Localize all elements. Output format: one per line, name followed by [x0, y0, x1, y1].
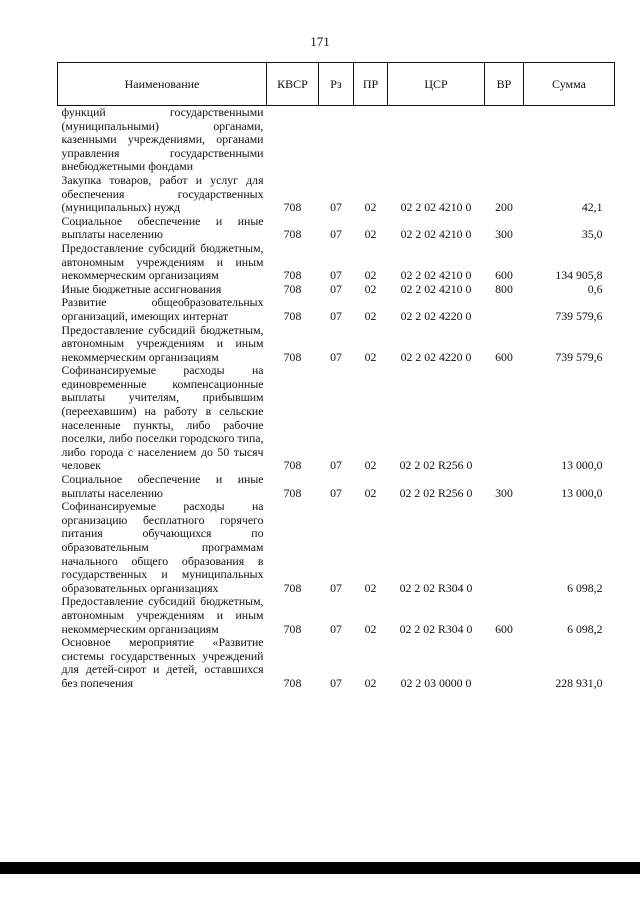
row-name: Социальное обеспечение и иные выплаты населению	[61, 213, 264, 242]
row-rz: 07	[330, 458, 342, 473]
row-rz: 07	[330, 268, 342, 283]
header-sum: Сумма	[524, 63, 615, 106]
row-name: Основное мероприятие «Развитие системы государственных учреждений для детей-сирот и детей, оставшихся без попечения	[61, 635, 264, 690]
row-name: функций государственными (муниципальными) органами, казенными учреждениями, органами управления государственными внебюджетными фондами	[61, 105, 264, 174]
row-csr: 02 2 02 4210 0	[400, 200, 472, 215]
row-csr: 02 2 02 4210 0	[400, 281, 472, 296]
row-vr	[485, 106, 524, 174]
row-sum: 6 098,2	[567, 621, 603, 636]
header-vr: ВР	[485, 63, 524, 106]
row-sum	[524, 106, 615, 174]
row-kvsr: 708	[283, 621, 302, 636]
row-name: Социальное обеспечение и иные выплаты населению	[61, 472, 264, 500]
row-pr: 02	[364, 200, 377, 215]
row-rz: 07	[330, 281, 342, 296]
row-csr: 02 2 02 4210 0	[400, 227, 472, 242]
header-rz: Рз	[319, 63, 354, 106]
row-pr: 02	[364, 268, 377, 283]
row-vr: 300	[495, 485, 513, 500]
row-name: Предоставление субсидий бюджетным, автономным учреждениям и иным некоммерческим организациям	[61, 322, 264, 364]
row-rz: 07	[330, 675, 342, 690]
row-csr: 02 2 02 4220 0	[400, 308, 472, 323]
row-csr: 02 2 02 4210 0	[400, 268, 472, 283]
row-kvsr: 708	[283, 580, 302, 595]
row-sum: 13 000,0	[561, 485, 603, 500]
row-sum: 228 931,0	[555, 675, 603, 690]
row-pr: 02	[364, 485, 377, 500]
row-rz	[319, 106, 354, 174]
row-vr	[485, 500, 524, 595]
row-csr	[388, 106, 485, 174]
row-sum: 35,0	[581, 227, 603, 242]
row-rz: 07	[330, 349, 342, 364]
table-row	[58, 296, 615, 323]
table-row	[58, 242, 615, 283]
row-csr: 02 2 03 0000 0	[400, 675, 472, 690]
row-csr: 02 2 02 R304 0	[399, 621, 473, 636]
row-pr: 02	[364, 458, 377, 473]
row-name: Иные бюджетные ассигнования	[61, 281, 222, 296]
row-name: Предоставление субсидий бюджетным, автономным учреждениям и иным некоммерческим организациям	[61, 594, 264, 636]
row-sum: 6 098,2	[567, 580, 603, 595]
row-pr: 02	[364, 308, 377, 323]
row-rz: 07	[330, 580, 342, 595]
row-csr: 02 2 02 R256 0	[399, 458, 473, 473]
table-header	[58, 63, 615, 106]
row-vr: 600	[495, 621, 513, 636]
table-row	[58, 106, 615, 174]
row-vr: 600	[495, 349, 513, 364]
row-name: Закупка товаров, работ и услуг для обеспечения государственных (муниципальных) нужд	[61, 172, 264, 215]
header-name: Наименование	[58, 63, 267, 106]
table-row	[58, 283, 615, 297]
row-pr: 02	[364, 621, 377, 636]
row-vr	[485, 636, 524, 690]
row-sum: 42,1	[581, 200, 603, 215]
row-kvsr: 708	[283, 458, 302, 473]
scan-edge-bar	[0, 862, 640, 874]
row-name: Предоставление субсидий бюджетным, автономным учреждениям и иным некоммерческим организациям	[61, 240, 264, 283]
row-kvsr: 708	[283, 675, 302, 690]
row-kvsr: 708	[283, 227, 302, 242]
row-pr	[354, 106, 388, 174]
page-number: 171	[310, 34, 330, 49]
table-row	[58, 364, 615, 473]
row-name: Софинансируемые расходы на единовременные компенсационные выплаты учителям, прибывшим (переехавшим) на работу в сельские населенные пункты, либо рабочие поселки, либо поселки городского типа, либо города с населением до 50 тысяч человек	[61, 363, 264, 473]
row-rz: 07	[330, 621, 342, 636]
row-name: Софинансируемые расходы на организацию бесплатного горячего питания обучающихся по образовательным программам начального общего образования в государственных и муниципальных образовательных организациях	[61, 499, 264, 595]
row-vr	[485, 364, 524, 473]
row-kvsr: 708	[283, 485, 302, 500]
table-body	[58, 106, 615, 691]
row-pr: 02	[364, 349, 377, 364]
row-csr: 02 2 02 R304 0	[399, 580, 473, 595]
row-vr: 800	[495, 281, 513, 296]
row-rz: 07	[330, 308, 342, 323]
table-row	[58, 500, 615, 595]
row-name: Развитие общеобразовательных организаций, имеющих интернат	[61, 295, 264, 323]
row-kvsr: 708	[283, 268, 302, 283]
table-row	[58, 174, 615, 215]
table-row	[58, 473, 615, 500]
row-sum: 739 579,6	[555, 349, 603, 364]
row-rz: 07	[330, 485, 342, 500]
table-row	[58, 595, 615, 636]
table-row	[58, 215, 615, 242]
header-kvsr: КВСР	[267, 63, 319, 106]
row-sum: 13 000,0	[561, 458, 603, 473]
row-vr	[485, 296, 524, 323]
row-vr: 300	[495, 227, 513, 242]
header-pr: ПР	[354, 63, 388, 106]
row-pr: 02	[364, 281, 377, 296]
row-kvsr: 708	[283, 308, 302, 323]
row-csr: 02 2 02 R256 0	[399, 485, 473, 500]
row-pr: 02	[364, 227, 377, 242]
row-vr: 600	[495, 268, 513, 283]
row-pr: 02	[364, 675, 377, 690]
row-kvsr: 708	[283, 281, 302, 296]
header-csr: ЦСР	[388, 63, 485, 106]
row-rz: 07	[330, 200, 342, 215]
row-vr: 200	[495, 200, 513, 215]
table-row	[58, 636, 615, 690]
row-rz: 07	[330, 227, 342, 242]
row-sum: 134 905,8	[555, 268, 603, 283]
budget-table	[57, 62, 615, 691]
row-kvsr: 708	[283, 200, 302, 215]
row-sum: 739 579,6	[555, 308, 603, 323]
table-row	[58, 324, 615, 365]
row-pr: 02	[364, 580, 377, 595]
row-kvsr: 708	[283, 349, 302, 364]
row-kvsr	[267, 106, 319, 174]
row-csr: 02 2 02 4220 0	[400, 349, 472, 364]
row-sum: 0,6	[587, 281, 603, 296]
